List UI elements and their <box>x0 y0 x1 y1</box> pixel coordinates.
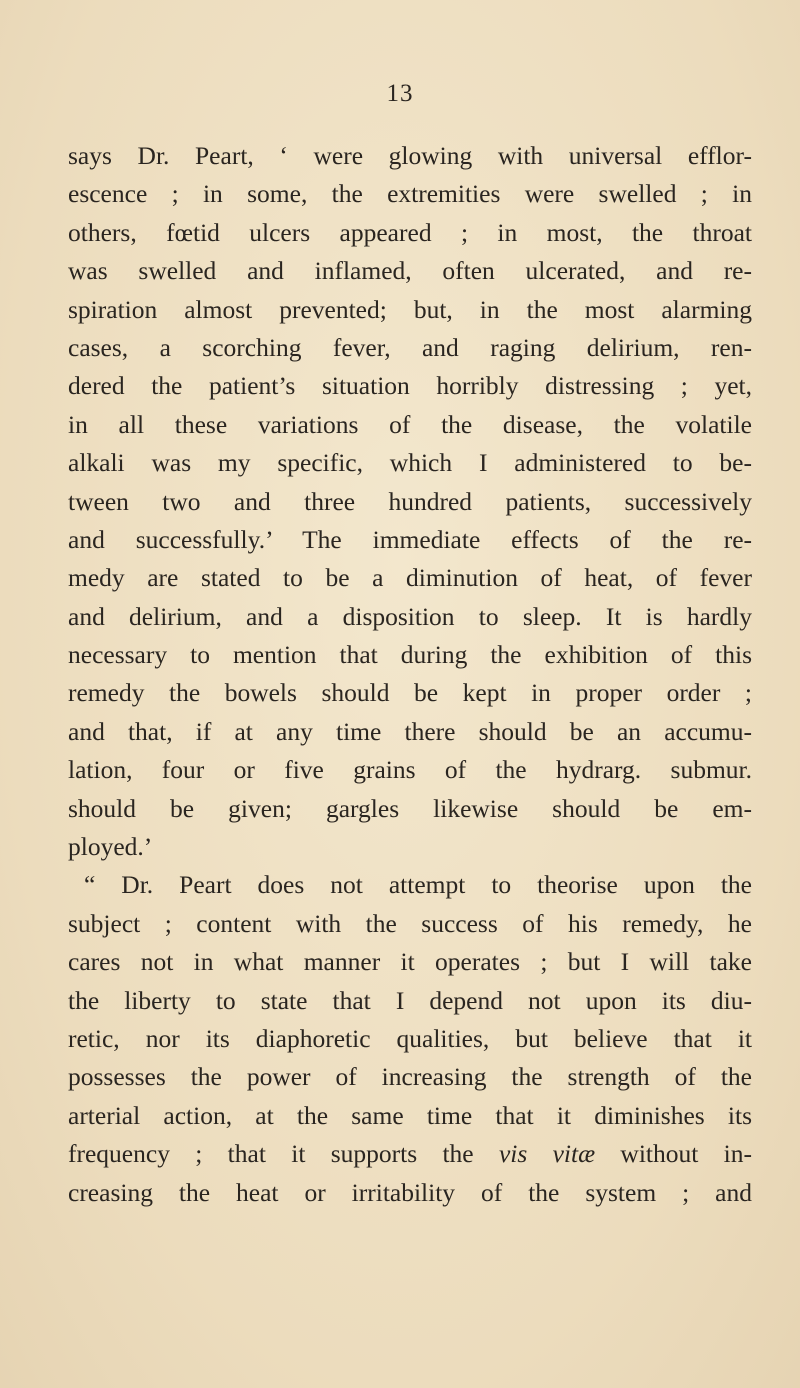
text-line: arterial action, at the same time that it diminishes its <box>68 1100 752 1130</box>
text-line: alkali was my specific, which I administered to be- <box>68 448 752 478</box>
text-fragment: frequency ; that it supports the <box>68 1139 499 1169</box>
text-line: cases, a scorching fever, and raging delirium, ren- <box>68 332 752 362</box>
text-line: necessary to mention that during the exhibition of this <box>68 640 752 670</box>
text-line: subject ; content with the success of his remedy, he <box>68 908 752 938</box>
text-line: spiration almost prevented; but, in the most alarming <box>68 294 752 324</box>
text-fragment: without in- <box>595 1139 753 1169</box>
text-line: ployed.’ <box>68 832 153 862</box>
text-line <box>68 1135 752 1173</box>
text-line: says Dr. Peart, ‘ were glowing with universal efflor- <box>68 141 752 170</box>
page-number: 13 <box>386 80 414 107</box>
text-line: and that, if at any time there should be an accumu- <box>68 716 752 746</box>
text-line: creasing the heat or irritability of the system ; and <box>68 1177 752 1207</box>
text-line: medy are stated to be a diminution of heat, of fever <box>68 563 752 593</box>
body-text <box>68 137 752 1212</box>
text-line: “ Dr. Peart does not attempt to theorise upon the <box>84 870 752 900</box>
text-line: dered the patient’s situation horribly distressing ; yet, <box>68 371 752 401</box>
text-line: and delirium, and a disposition to sleep. It is hardly <box>68 601 752 631</box>
text-line: should be given; gargles likewise should be em- <box>68 793 752 823</box>
text-line: tween two and three hundred patients, successively <box>68 486 752 516</box>
text-line: lation, four or five grains of the hydrarg. submur. <box>68 755 752 785</box>
italic-phrase: vis vitæ <box>498 1139 596 1169</box>
text-line: retic, nor its diaphoretic qualities, but believe that it <box>68 1023 752 1053</box>
text-line: in all these variations of the disease, the volatile <box>68 409 752 439</box>
text-line: cares not in what manner it operates ; but I will take <box>68 947 752 977</box>
text-line: the liberty to state that I depend not upon its diu- <box>68 985 752 1015</box>
text-line: possesses the power of increasing the strength of the <box>68 1062 752 1092</box>
text-line: was swelled and inflamed, often ulcerated, and re- <box>68 256 752 286</box>
text-line: escence ; in some, the extremities were swelled ; in <box>68 179 752 209</box>
text-line: and successfully.’ The immediate effects of the re- <box>68 524 752 554</box>
text-line: others, fœtid ulcers appeared ; in most, the throat <box>68 217 752 247</box>
text-line: remedy the bowels should be kept in proper order ; <box>68 678 752 708</box>
